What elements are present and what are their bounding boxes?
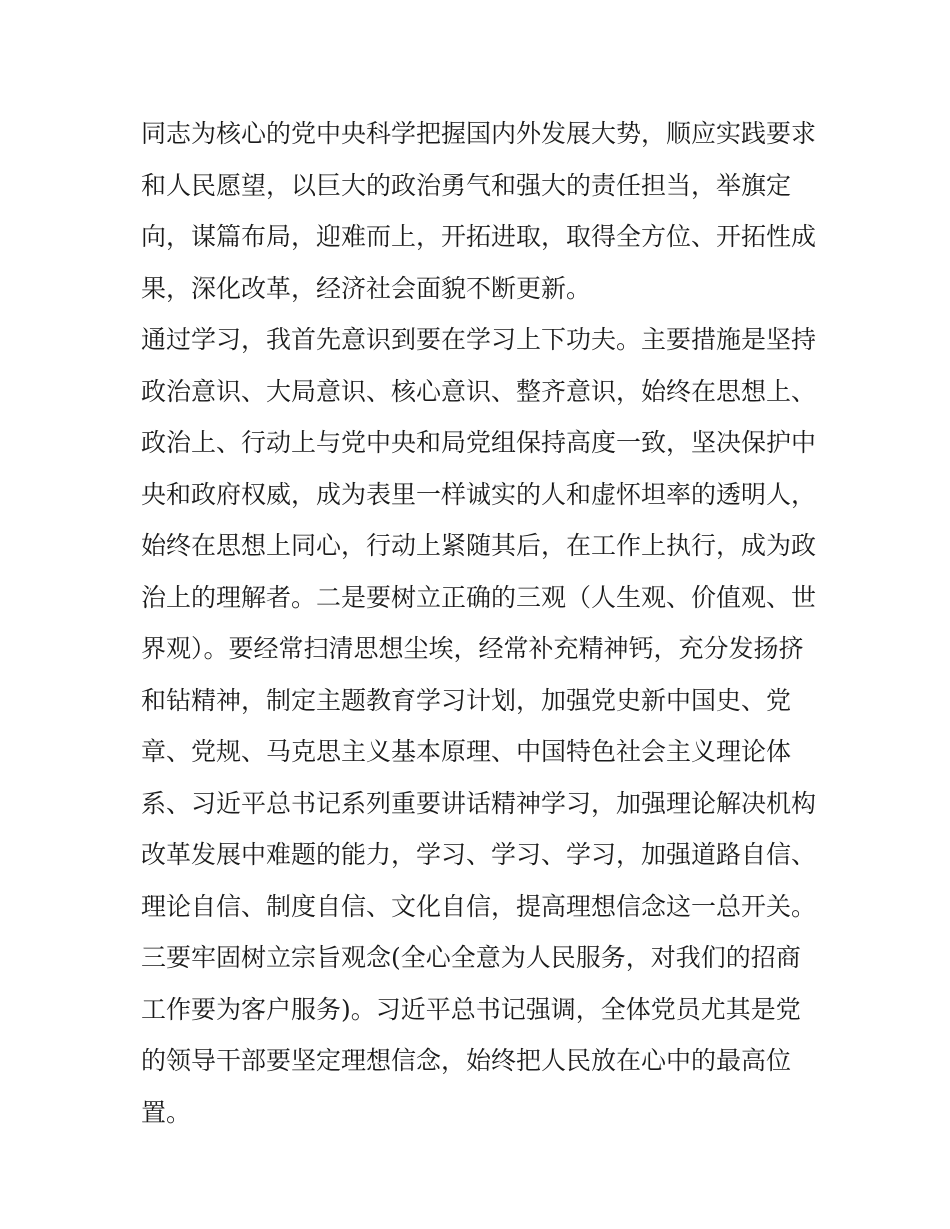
text-line: 和人民愿望，以巨大的政治勇气和强大的责任担当，举旗定 <box>141 170 792 200</box>
text-line: 通过学习，我首先意识到要在学习上下功夫。主要措施是坚持 <box>141 325 817 354</box>
text-line: 界观）。要经常扫清思想尘埃，经常补充精神钙，充分发扬挤 <box>141 634 804 663</box>
text-line: 置。 <box>141 1097 192 1127</box>
text-line: 的领导干部要坚定理想信念，始终把人民放在心中的最高位 <box>141 1046 792 1075</box>
text-line: 和钻精神，制定主题教育学习计划，加强党史新中国史、党 <box>141 685 792 715</box>
text-line: 政治上、行动上与党中央和局党组保持高度一致，坚决保护中 <box>141 428 817 457</box>
body-text <box>141 108 821 1138</box>
text-line: 改革发展中难题的能力，学习、学习、学习，加强道路自信、 <box>141 840 817 869</box>
text-line: 系、习近平总书记系列重要讲话精神学习，加强理论解决机构 <box>141 788 817 818</box>
text-line: 章、党规、马克思主义基本原理、中国特色社会主义理论体 <box>141 737 792 766</box>
text-line: 三要牢固树立宗旨观念(全心全意为人民服务，对我们的招商 <box>141 943 801 972</box>
text-line: 政治意识、大局意识、核心意识、整齐意识，始终在思想上、 <box>141 376 817 406</box>
text-line: 向，谋篇布局，迎难而上，开拓进取，取得全方位、开拓性成 <box>141 222 817 251</box>
text-line: 始终在思想上同心，行动上紧随其后，在工作上执行，成为政 <box>141 531 817 560</box>
text-line: 同志为核心的党中央科学把握国内外发展大势，顺应实践要求 <box>141 119 817 148</box>
text-line: 理论自信、制度自信、文化自信，提高理想信念这一总开关。 <box>141 891 817 921</box>
text-line: 工作要为客户服务)。习近平总书记强调，全体党员尤其是党 <box>141 994 801 1024</box>
text-line: 果，深化改革，经济社会面貌不断更新。 <box>141 273 592 303</box>
text-line: 央和政府权威，成为表里一样诚实的人和虚怀坦率的透明人， <box>141 479 817 509</box>
text-line: 治上的理解者。二是要树立正确的三观（人生观、价值观、世 <box>141 582 817 612</box>
